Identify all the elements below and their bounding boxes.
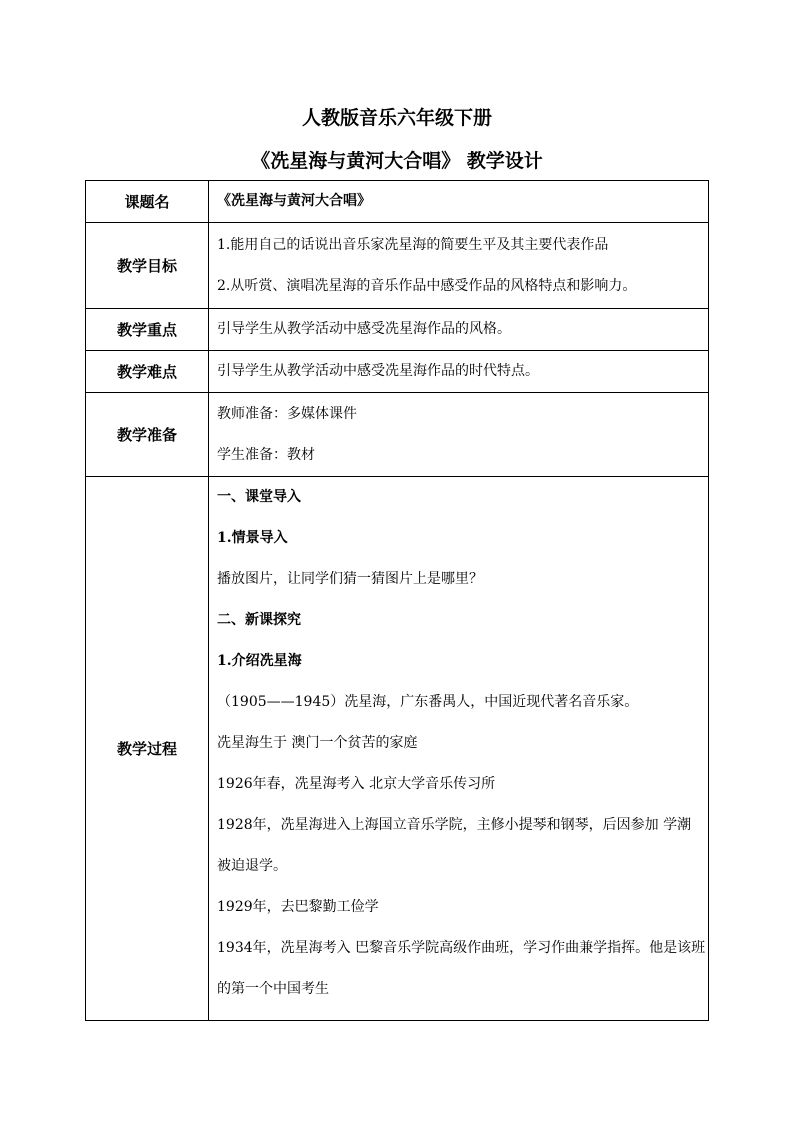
row-content-difficulties <box>209 351 709 393</box>
content-line: 被迫退学。 <box>217 858 287 874</box>
row-content-objectives <box>209 223 709 309</box>
content-line: 引导学生从教学活动中感受冼星海作品的时代特点。 <box>217 363 539 379</box>
content-line: 1934年，冼星海考入 巴黎音乐学院高级作曲班，学习作曲兼学指挥。他是该班 <box>217 940 706 956</box>
row-label-objectives: 教学目标 <box>86 223 209 309</box>
row-label-preparation: 教学准备 <box>86 393 209 477</box>
content-line: （1905——1945）冼星海，广东番禺人，中国近现代著名音乐家。 <box>217 694 639 710</box>
content-line: 1.能用自己的话说出音乐家冼星海的简要生平及其主要代表作品 <box>217 236 609 253</box>
row-content-preparation <box>209 393 709 477</box>
content-line: 冼星海生于 澳门一个贫苦的家庭 <box>217 735 418 751</box>
row-content-topic <box>209 181 709 223</box>
row-content-key-points <box>209 309 709 351</box>
table-row <box>86 223 709 309</box>
content-line: 学生准备：教材 <box>217 446 315 463</box>
table-body <box>86 181 709 1021</box>
lesson-plan-table <box>85 180 709 1021</box>
content-line: 1929年，去巴黎勤工俭学 <box>217 899 379 915</box>
content-line: 一、课堂导入 <box>217 489 301 505</box>
content-line: 《冼星海与黄河大合唱》 <box>217 193 371 209</box>
row-content-process <box>209 477 709 1021</box>
row-label-process: 教学过程 <box>86 477 209 1021</box>
content-line: 播放图片，让同学们猜一猜图片上是哪里？ <box>217 571 483 587</box>
content-line: 1928年，冼星海进入上海国立音乐学院，主修小提琴和钢琴，后因参加 学潮 <box>217 817 692 833</box>
table-row <box>86 351 709 393</box>
content-line: 1.情景导入 <box>217 530 288 546</box>
table-row <box>86 393 709 477</box>
content-line: 引导学生从教学活动中感受冼星海作品的风格。 <box>217 321 511 337</box>
row-label-difficulties: 教学难点 <box>86 351 209 393</box>
content-line: 教师准备：多媒体课件 <box>217 405 357 422</box>
content-line: 的第一个中国考生 <box>217 981 329 997</box>
table-row <box>86 477 709 1021</box>
document-title: 人教版音乐六年级下册 <box>301 107 492 129</box>
row-label-key-points: 教学重点 <box>86 309 209 351</box>
document-subtitle: 《冼星海与黄河大合唱》 教学设计 <box>251 150 543 172</box>
content-line: 2.从听赏、演唱冼星海的音乐作品中感受作品的风格特点和影响力。 <box>217 277 637 294</box>
content-line: 二、新课探究 <box>217 612 301 628</box>
content-line: 1926年春，冼星海考入 北京大学音乐传习所 <box>217 776 496 792</box>
content-line: 1.介绍冼星海 <box>217 653 302 669</box>
table-row <box>86 309 709 351</box>
table-row <box>86 181 709 223</box>
row-label-topic: 课题名 <box>86 181 209 223</box>
